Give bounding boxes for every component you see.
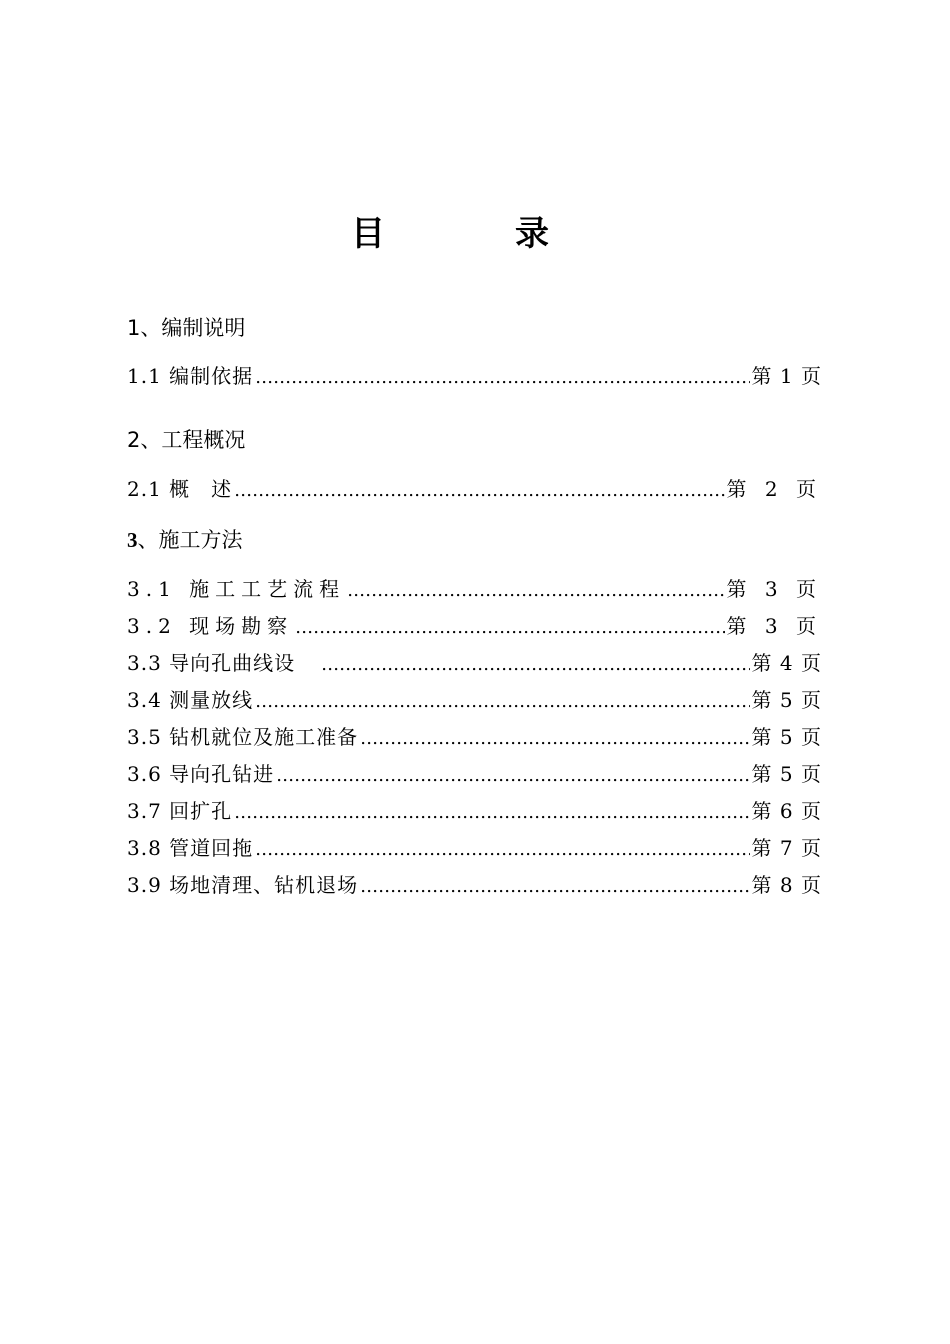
toc-entry[interactable] <box>127 832 822 860</box>
toc-entry-page: 第 5 页 <box>751 762 822 786</box>
toc-entry[interactable] <box>127 610 822 638</box>
toc-entry[interactable] <box>127 721 822 749</box>
toc-entry-page: 第 8 页 <box>751 873 822 897</box>
toc-entry[interactable] <box>127 758 822 786</box>
toc-entry-page: 第 3 页 <box>726 614 822 638</box>
toc-entry[interactable] <box>127 360 822 388</box>
toc-leader-dots <box>255 691 749 712</box>
toc-leader-dots <box>360 728 749 749</box>
toc-entry[interactable] <box>127 647 822 675</box>
toc-entry-page: 第 4 页 <box>751 651 822 675</box>
toc-entry-page: 第 6 页 <box>751 799 822 823</box>
toc-leader-dots <box>321 654 749 675</box>
section-heading-1: 1、编制说明 <box>127 316 246 340</box>
toc-entry-page: 第 5 页 <box>751 725 822 749</box>
section-heading-text: 、施工方法 <box>137 528 243 552</box>
section-heading-3 <box>127 524 243 554</box>
toc-leader-dots <box>276 765 749 786</box>
toc-entry[interactable] <box>127 795 822 823</box>
toc-entry[interactable] <box>127 869 822 897</box>
toc-leader-dots <box>255 839 749 860</box>
toc-entry-label: 3.8 管道回拖 <box>127 836 254 860</box>
toc-entry-label: 3.1 施工工艺流程 <box>127 577 346 601</box>
toc-entry-label: 3.9 场地清理、钻机退场 <box>127 873 359 897</box>
page-title: 目 录 <box>351 214 597 254</box>
toc-entry-page: 第 3 页 <box>726 577 822 601</box>
toc-entry-label: 3.7 回扩孔 <box>127 799 233 823</box>
toc-entry-label: 2.1 概 述 <box>127 477 233 501</box>
toc-entry-page: 第 1 页 <box>751 364 822 388</box>
toc-entry[interactable] <box>127 573 822 601</box>
toc-entry[interactable] <box>127 684 822 712</box>
toc-entry-page: 第 2 页 <box>726 477 822 501</box>
toc-leader-dots <box>347 580 724 601</box>
toc-entry[interactable] <box>127 473 822 501</box>
toc-entry-label: 1.1 编制依据 <box>127 364 254 388</box>
toc-leader-dots <box>234 480 724 501</box>
toc-entry-label: 3.6 导向孔钻进 <box>127 762 275 786</box>
toc-entry-label: 3.2 现场勘察 <box>127 614 294 638</box>
toc-entry-label: 3.3 导向孔曲线设 <box>127 651 296 675</box>
toc-leader-dots <box>360 876 749 897</box>
toc-entry-label: 3.4 测量放线 <box>127 688 254 712</box>
section-heading-2: 2、工程概况 <box>127 428 246 452</box>
toc-leader-dots <box>234 802 749 823</box>
section-heading-number: 3 <box>127 528 138 552</box>
toc-entry-label: 3.5 钻机就位及施工准备 <box>127 725 359 749</box>
toc-leader-dots <box>255 367 749 388</box>
toc-leader-dots <box>295 617 724 638</box>
toc-entry-page: 第 5 页 <box>751 688 822 712</box>
toc-entry-page: 第 7 页 <box>751 836 822 860</box>
